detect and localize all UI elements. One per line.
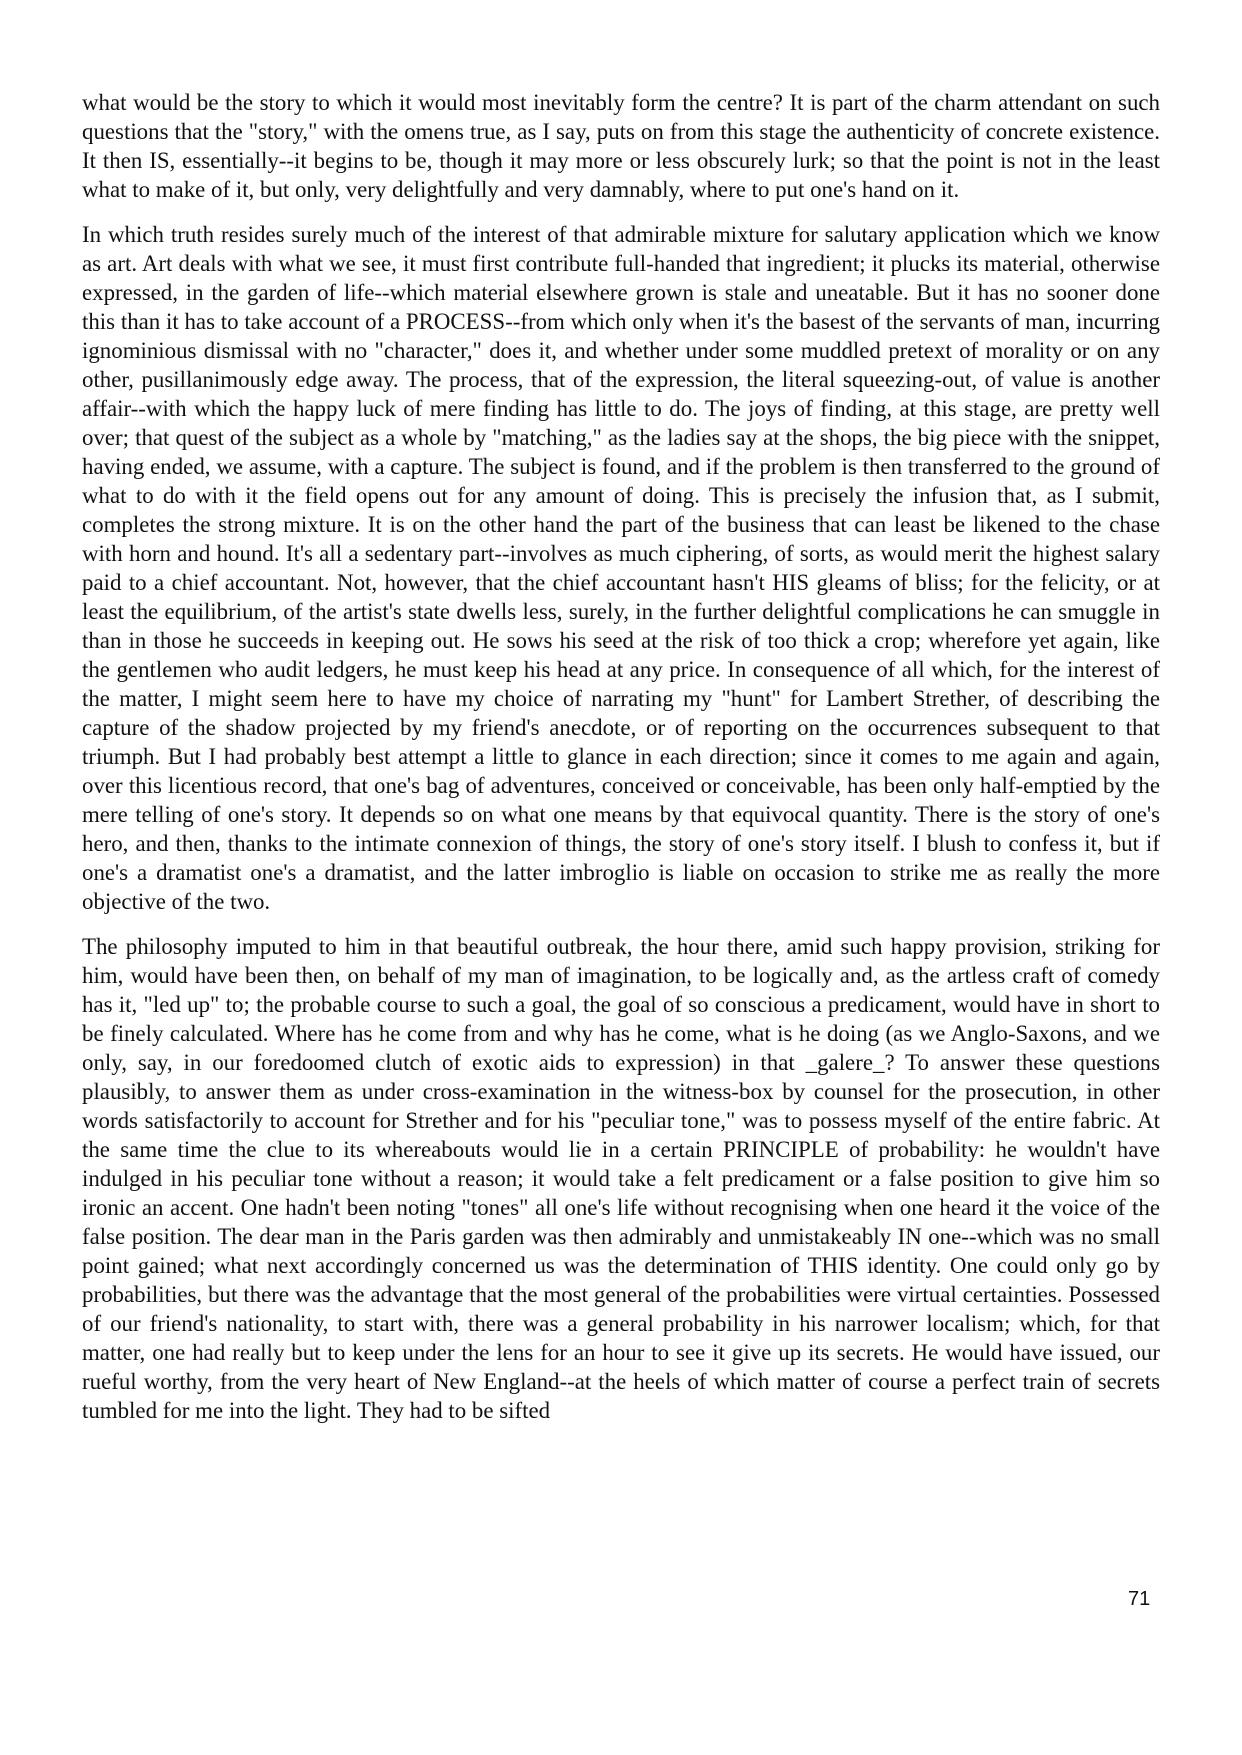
paragraph-2: In which truth resides surely much of the interest of that admirable mixture for salutary application which we know as art. Art deals with what we see, it must first contribute full-handed that ingredient; it plucks its material, otherwise expressed, in the garden of life--which material elsewhere grown is stale and uneatable. But it has no sooner done this than it has to take account of a PROCESS--from which only when it's the basest of the servants of man, incurring ignominious dismissal with no "character," does it, and whether under some muddled pretext of morality or on any other, pusillanimously edge away. The process, that of the expression, the literal squeezing-out, of value is another affair--with which the happy luck of mere finding has little to do. The joys of finding, at this stage, are pretty well over; that quest of the subject as a whole by "matching," as the ladies say at the shops, the big piece with the snippet, having ended, we assume, with a capture. The subject is found, and if the problem is then transferred to the ground of what to do with it the field opens out for any amount of doing. This is precisely the infusion that, as I submit, completes the strong mixture. It is on the other hand the part of the business that can least be likened to the chase with horn and hound. It's all a sedentary part--involves as much ciphering, of sorts, as would merit the highest salary paid to a chief accountant. Not, however, that the chief accountant hasn't HIS gleams of bliss; for the felicity, or at least the equilibrium, of the artist's state dwells less, surely, in the further delightful complications he can smuggle in than in those he succeeds in keeping out. He sows his seed at the risk of too thick a crop; wherefore yet again, like the gentlemen who audit ledgers, he must keep his head at any price. In consequence of all which, for the interest of the matter, I might seem here to have my choice of narrating my "hunt" for Lambert Strether, of describing the capture of the shadow projected by my friend's anecdote, or of reporting on the occurrences subsequent to that triumph. But I had probably best attempt a little to glance in each direction; since it comes to me again and again, over this licentious record, that one's bag of adventures, conceived or conceivable, has been only half-emptied by the mere telling of one's story. It depends so on what one means by that equivocal quantity. There is the story of one's hero, and then, thanks to the intimate connexion of things, the story of one's story itself. I blush to confess it, but if one's a dramatist one's a dramatist, and the latter imbroglio is liable on occasion to strike me as really the more objective of the two. xyxy=(82,222,1160,914)
paragraph-1: what would be the story to which it would most inevitably form the centre? It is part of the charm attendant on such questions that the "story," with the omens true, as I say, puts on from this stage the authenticity of concrete existence. It then IS, essentially--it begins to be, though it may more or less obscurely lurk; so that the point is not in the least what to make of it, but only, very delightfully and very damnably, where to put one's hand on it. xyxy=(82,90,1160,202)
page-body xyxy=(82,88,1160,1441)
page-number: 71 xyxy=(1128,1588,1151,1610)
paragraph-3: The philosophy imputed to him in that beautiful outbreak, the hour there, amid such happy provision, striking for him, would have been then, on behalf of my man of imagination, to be logically and, as the artless craft of comedy has it, "led up" to; the probable course to such a goal, the goal of so conscious a predicament, would have in short to be finely calculated. Where has he come from and why has he come, what is he doing (as we Anglo-Saxons, and we only, say, in our foredoomed clutch of exotic aids to expression) in that _galere_? To answer these questions plausibly, to answer them as under cross-examination in the witness-box by counsel for the prosecution, in other words satisfactorily to account for Strether and for his "peculiar tone," was to possess myself of the entire fabric. At the same time the clue to its whereabouts would lie in a certain PRINCIPLE of probability: he wouldn't have indulged in his peculiar tone without a reason; it would take a felt predicament or a false position to give him so ironic an accent. One hadn't been noting "tones" all one's life without recognising when one heard it the voice of the false position. The dear man in the Paris garden was then admirably and unmistakeably IN one--which was no small point gained; what next accordingly concerned us was the determination of THIS identity. One could only go by probabilities, but there was the advantage that the most general of the probabilities were virtual certainties. Possessed of our friend's nationality, to start with, there was a general probability in his narrower localism; which, for that matter, one had really but to keep under the lens for an hour to see it give up its secrets. He would have issued, our rueful worthy, from the very heart of New England--at the heels of which matter of course a perfect train of secrets tumbled for me into the light. They had to be sifted xyxy=(82,934,1160,1423)
